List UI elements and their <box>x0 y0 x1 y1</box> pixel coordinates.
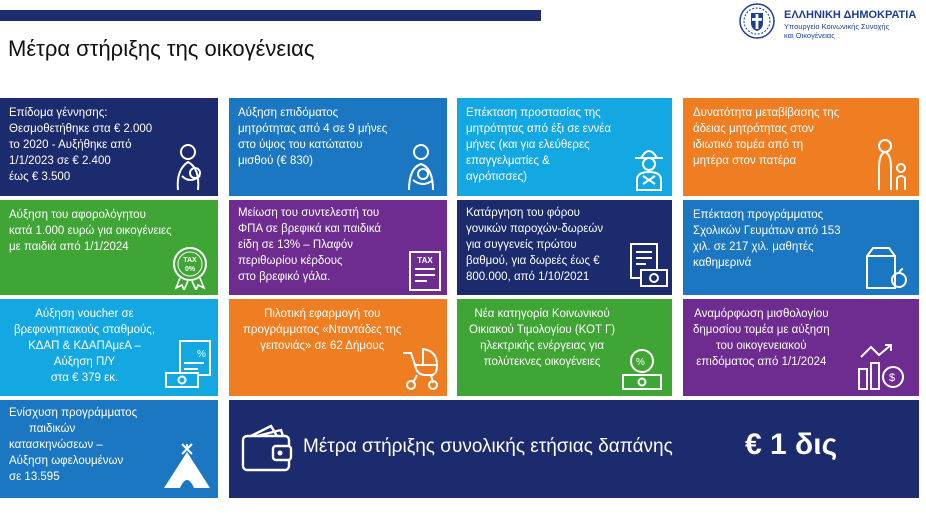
tax-0-badge-icon <box>168 244 212 290</box>
tile-line: γονικών παροχών-δωρεών <box>466 223 604 235</box>
voucher-percent-icon <box>164 339 214 391</box>
tile-line: σε 13.595 <box>9 471 60 483</box>
tile-line: Κατάργηση του φόρου <box>466 207 580 219</box>
tile-line: Αναμόρφωση μισθολογίου <box>694 308 829 320</box>
tile-line: μήνες (και για ελεύθερες <box>466 139 590 151</box>
tile-line: παιδικών <box>29 423 76 435</box>
tax-badge-label: TAX <box>183 257 197 264</box>
tile-line: Σχολικών Γευμάτων από 153 <box>693 225 841 237</box>
lunch-bag-icon <box>863 244 909 290</box>
tile-line: ΚΔΑΠ & ΚΔΑΠΑμεΑ – <box>28 340 141 352</box>
tile-line: Αύξηση Π/Υ <box>53 356 116 368</box>
tile-line: Αύξηση ωφελουμένων <box>9 455 124 467</box>
tile-line: 1/1/2023 σε € 2.400 <box>9 155 111 167</box>
banner-text: Μέτρα στήριξης συνολικής ετήσιας δαπάνης <box>303 436 673 457</box>
tax-document-icon <box>407 250 443 292</box>
tile-line: Μείωση του συντελεστή του <box>238 207 380 219</box>
tile-line: ηλεκτρικής ενέργειας για <box>480 340 604 352</box>
mother-baby-icon <box>168 142 212 192</box>
tile-line: για συγγενείς πρώτου <box>466 239 577 251</box>
tile-school-meals <box>683 200 919 295</box>
tile-line: Επέκταση προγράμματος <box>693 209 824 221</box>
tile-line: Ενίσχυση προγράμματος <box>9 407 138 419</box>
tile-line: είδη σε 13% – Πλαφόν <box>238 239 354 251</box>
ministry-line-1: Υπουργείο Κοινωνικής Συνοχής <box>784 22 890 31</box>
tile-line: πολύτεκνες οικογένειες <box>483 356 601 368</box>
tile-vat-reduction <box>229 200 447 295</box>
tile-line: μητρότητας από 4 σε 9 μήνες <box>238 123 388 135</box>
tile-birth-allowance <box>0 98 218 196</box>
tile-line: μισθού (€ 830) <box>238 155 313 167</box>
tile-line: Αύξηση voucher σε <box>35 308 134 320</box>
tile-line: Θεσμοθετήθηκε στα € 2.000 <box>9 123 153 135</box>
svg-text:%: % <box>636 357 645 368</box>
ministry-name <box>784 22 889 40</box>
tile-line: ΦΠΑ σε βρεφικά και παιδικά <box>238 223 382 235</box>
tile-line: επαγγελματίες & <box>466 155 550 167</box>
tile-line: Αύξηση του αφορολόγητου <box>9 209 146 221</box>
tile-line: Επίδομα γέννησης: <box>9 107 108 119</box>
tile-line: στο βρεφικό γάλα. <box>238 271 331 283</box>
tile-line: Δυνατότητα μεταβίβασης της <box>693 107 840 119</box>
tile-line: καθημερινά <box>693 257 752 269</box>
tile-line: με παιδιά από 1/1/2024 <box>9 241 129 253</box>
svg-text:%: % <box>197 349 206 360</box>
tile-line: περιθωρίου κέρδους <box>238 255 343 267</box>
tile-leave-transfer <box>683 98 919 196</box>
tax-badge-rate: 0% <box>184 266 196 273</box>
tile-salary-reform <box>683 299 919 396</box>
tile-line: στο ύψος του κατώτατου <box>238 139 363 151</box>
tile-line: στα € 379 εκ. <box>50 372 119 384</box>
tile-line: του οικογενειακού <box>716 340 807 352</box>
tile-line: Επέκταση προστασίας της <box>466 107 601 119</box>
tile-line: κατά 1.000 ευρώ για οικογένειες <box>9 225 172 237</box>
greek-coat-of-arms-icon <box>738 2 776 40</box>
discount-cash-icon <box>619 347 665 391</box>
tile-line: αγρότισσες) <box>466 171 527 183</box>
tile-line: γειτονιάς» σε 62 Δήμους <box>260 340 385 352</box>
camping-tent-icon <box>160 442 214 492</box>
tile-line: δημοσίου τομέα με αύξηση <box>693 324 830 336</box>
top-accent-bar <box>0 10 541 21</box>
tile-line: χιλ. σε 217 χιλ. μαθητές <box>693 241 814 253</box>
total-cost-banner <box>229 400 919 498</box>
tile-line: μητρότητας από έξι σε εννέα <box>466 123 612 135</box>
tile-line: βρεφονηπιακούς σταθμούς, <box>14 324 156 336</box>
tile-line: Νέα κατηγορία Κοινωνικού <box>474 308 610 320</box>
tile-line: άδειας μητρότητας στον <box>693 123 814 135</box>
tile-line: Οικιακού Τιμολογίου (ΚΟΤ Γ) <box>469 324 616 336</box>
gov-name: ΕΛΛΗΝΙΚΗ ΔΗΜΟΚΡΑΤΙΑ <box>784 9 917 21</box>
tile-line: Πιλοτική εφαρμογή του <box>264 308 381 320</box>
tile-line: επιδόματος από 1/1/2024 <box>696 356 827 368</box>
page-title: Μέτρα στήριξης της οικογένειας <box>8 36 315 61</box>
tile-maternity-allowance <box>229 98 447 196</box>
svg-text:$: $ <box>889 372 896 384</box>
father-child-icon <box>871 138 911 192</box>
government-logo <box>738 2 923 40</box>
tile-line: κατασκηνώσεων – <box>9 439 103 451</box>
tile-line: μητέρα στον πατέρα <box>693 155 797 167</box>
money-document-icon <box>625 242 669 290</box>
farmer-icon <box>629 146 669 192</box>
ministry-line-2: και Οικογένειας <box>784 31 835 40</box>
baby-stroller-icon <box>397 345 441 391</box>
tile-line: προγράμματος «Νταντάδες της <box>243 324 402 336</box>
tile-summer-camps <box>0 400 218 498</box>
tax-document-label: TAX <box>417 256 433 265</box>
tile-line: ιδιωτικό τομέα από τη <box>693 139 804 151</box>
wallet-cash-icon <box>239 422 295 474</box>
tile-gift-tax-abolition <box>457 200 672 295</box>
tile-line: 800.000, από 1/10/2021 <box>466 271 590 283</box>
tile-line: έως € 3.500 <box>9 171 71 183</box>
mother-child-icon <box>401 142 441 192</box>
tile-tax-free-increase <box>0 200 218 295</box>
tile-childcare-voucher <box>0 299 218 396</box>
tile-line: Αύξηση επιδόματος <box>238 107 339 119</box>
tile-line: το 2020 - Αυξήθηκε από <box>9 139 132 151</box>
banner-amount: € 1 δις <box>745 428 838 461</box>
tile-maternity-protection <box>457 98 672 196</box>
salary-growth-icon <box>855 343 907 393</box>
tile-line: βαθμού, για δωρεές έως € <box>466 255 600 267</box>
tile-social-tariff <box>457 299 672 396</box>
tile-neighborhood-nannies <box>229 299 447 396</box>
